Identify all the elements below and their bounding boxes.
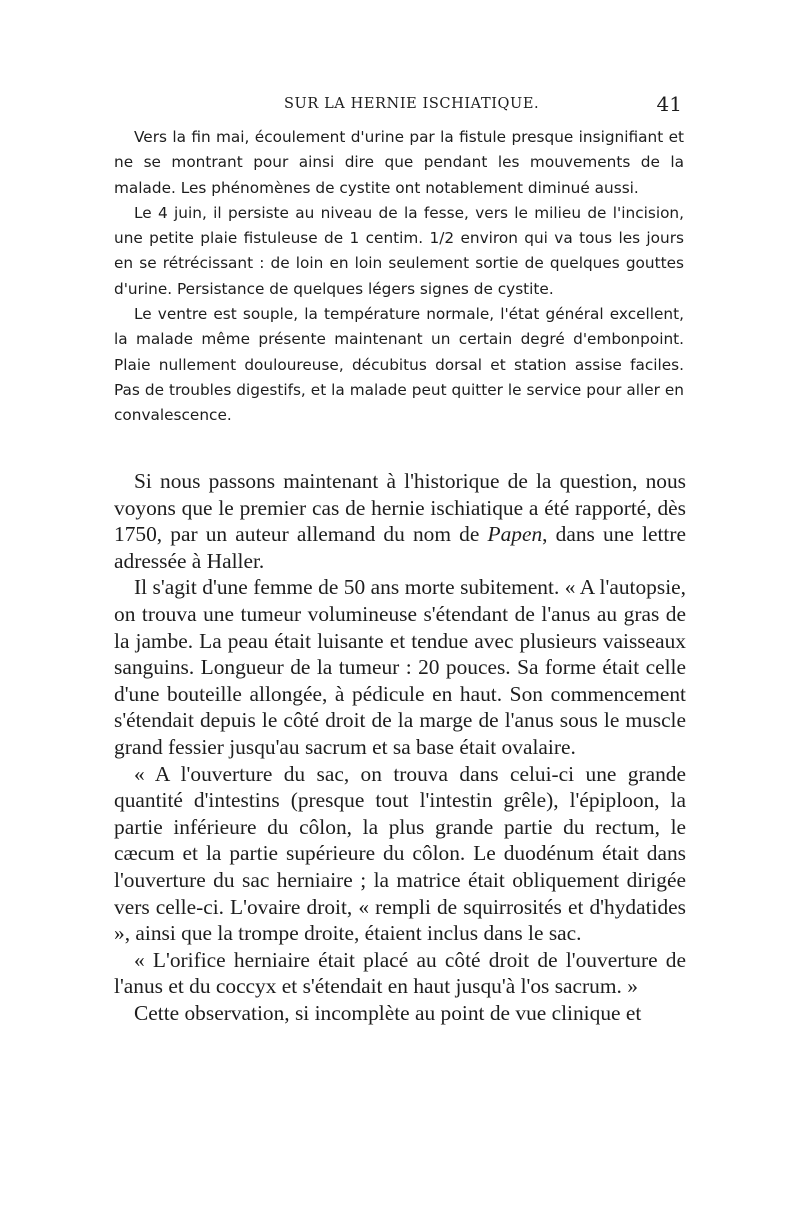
paragraph-fistule: Vers la fin mai, écoulement d'urine par la fistule presque insignifiant et ne se montrant pour ainsi dire que pendant les mouvements de la malade. Les phénomènes de cystite ont notablement diminué aussi. [114,128,684,197]
page-number: 41 [656,92,682,116]
author-name: Papen [487,522,543,547]
paragraph-orifice: « L'orifice herniaire était placé au côté droit de l'ouverture de l'anus et du coccyx et s'étendait en haut jusqu'à l'os sacrum. » [114,947,686,999]
historique-text-start: Si nous passons maintenant à l'historique de la question, nous voyons que le premier cas de hernie ischiatique a été rapporté, dès 1750, par un auteur allemand du nom de [114,469,686,547]
paragraph-convalescence: Le ventre est souple, la température normale, l'état général excellent, la malade même présente maintenant un certain degré d'embonpoint. Plaie nullement douloureuse, décubitus dorsal et station assise faciles. Pas de troubles digestifs, et la malade peut quitter le service pour aller en convalescence. [114,305,684,425]
running-header [114,92,682,122]
historique-section [114,468,686,1026]
paragraph-ouverture-sac: « A l'ouverture du sac, on trouva dans celui-ci une grande quantité d'intestins (presque tout l'intestin grêle), l'épiploon, la partie inférieure du côlon, la plus grande partie du rectum, le cæcum et la partie supérieure du côlon. Le duodénum était dans l'ouverture du sac herniaire ; la matrice était obliquement dirigée vers celle-ci. L'ovaire droit, « rempli de squirrosités et d'hydatides », ainsi que la trompe droite, étaient inclus dans le sac. [114,761,686,946]
paragraph-historique [114,468,686,574]
paragraph-observation: Cette observation, si incomplète au point de vue clinique et [134,1000,642,1025]
paragraph-autopsie: Il s'agit d'une femme de 50 ans morte subitement. « A l'autopsie, on trouva une tumeur volumineuse s'étendant de l'anus au gras de la jambe. La peau était luisante et tendue avec plusieurs vaisseaux sanguins. Longueur de la tumeur : 20 pouces. Sa forme était celle d'une bouteille allongée, à pédicule en haut. Son commencement s'étendait depuis le côté droit de la marge de l'anus sous le muscle grand fessier jusqu'au sacrum et sa base était ovalaire. [114,575,686,759]
historique-text-end: , dans une lettre adressée à Haller. [114,522,686,573]
paragraph-4-juin: Le 4 juin, il persiste au niveau de la fesse, vers le milieu de l'incision, une petite plaie fistuleuse de 1 centim. 1/2 environ qui va tous les jours en se rétrécissant : de loin en loin seulement sortie de quelques gouttes d'urine. Persistance de quelques légers signes de cystite. [114,203,684,298]
observation-notes [114,125,684,429]
running-title: SUR LA HERNIE ISCHIATIQUE. [284,96,540,112]
